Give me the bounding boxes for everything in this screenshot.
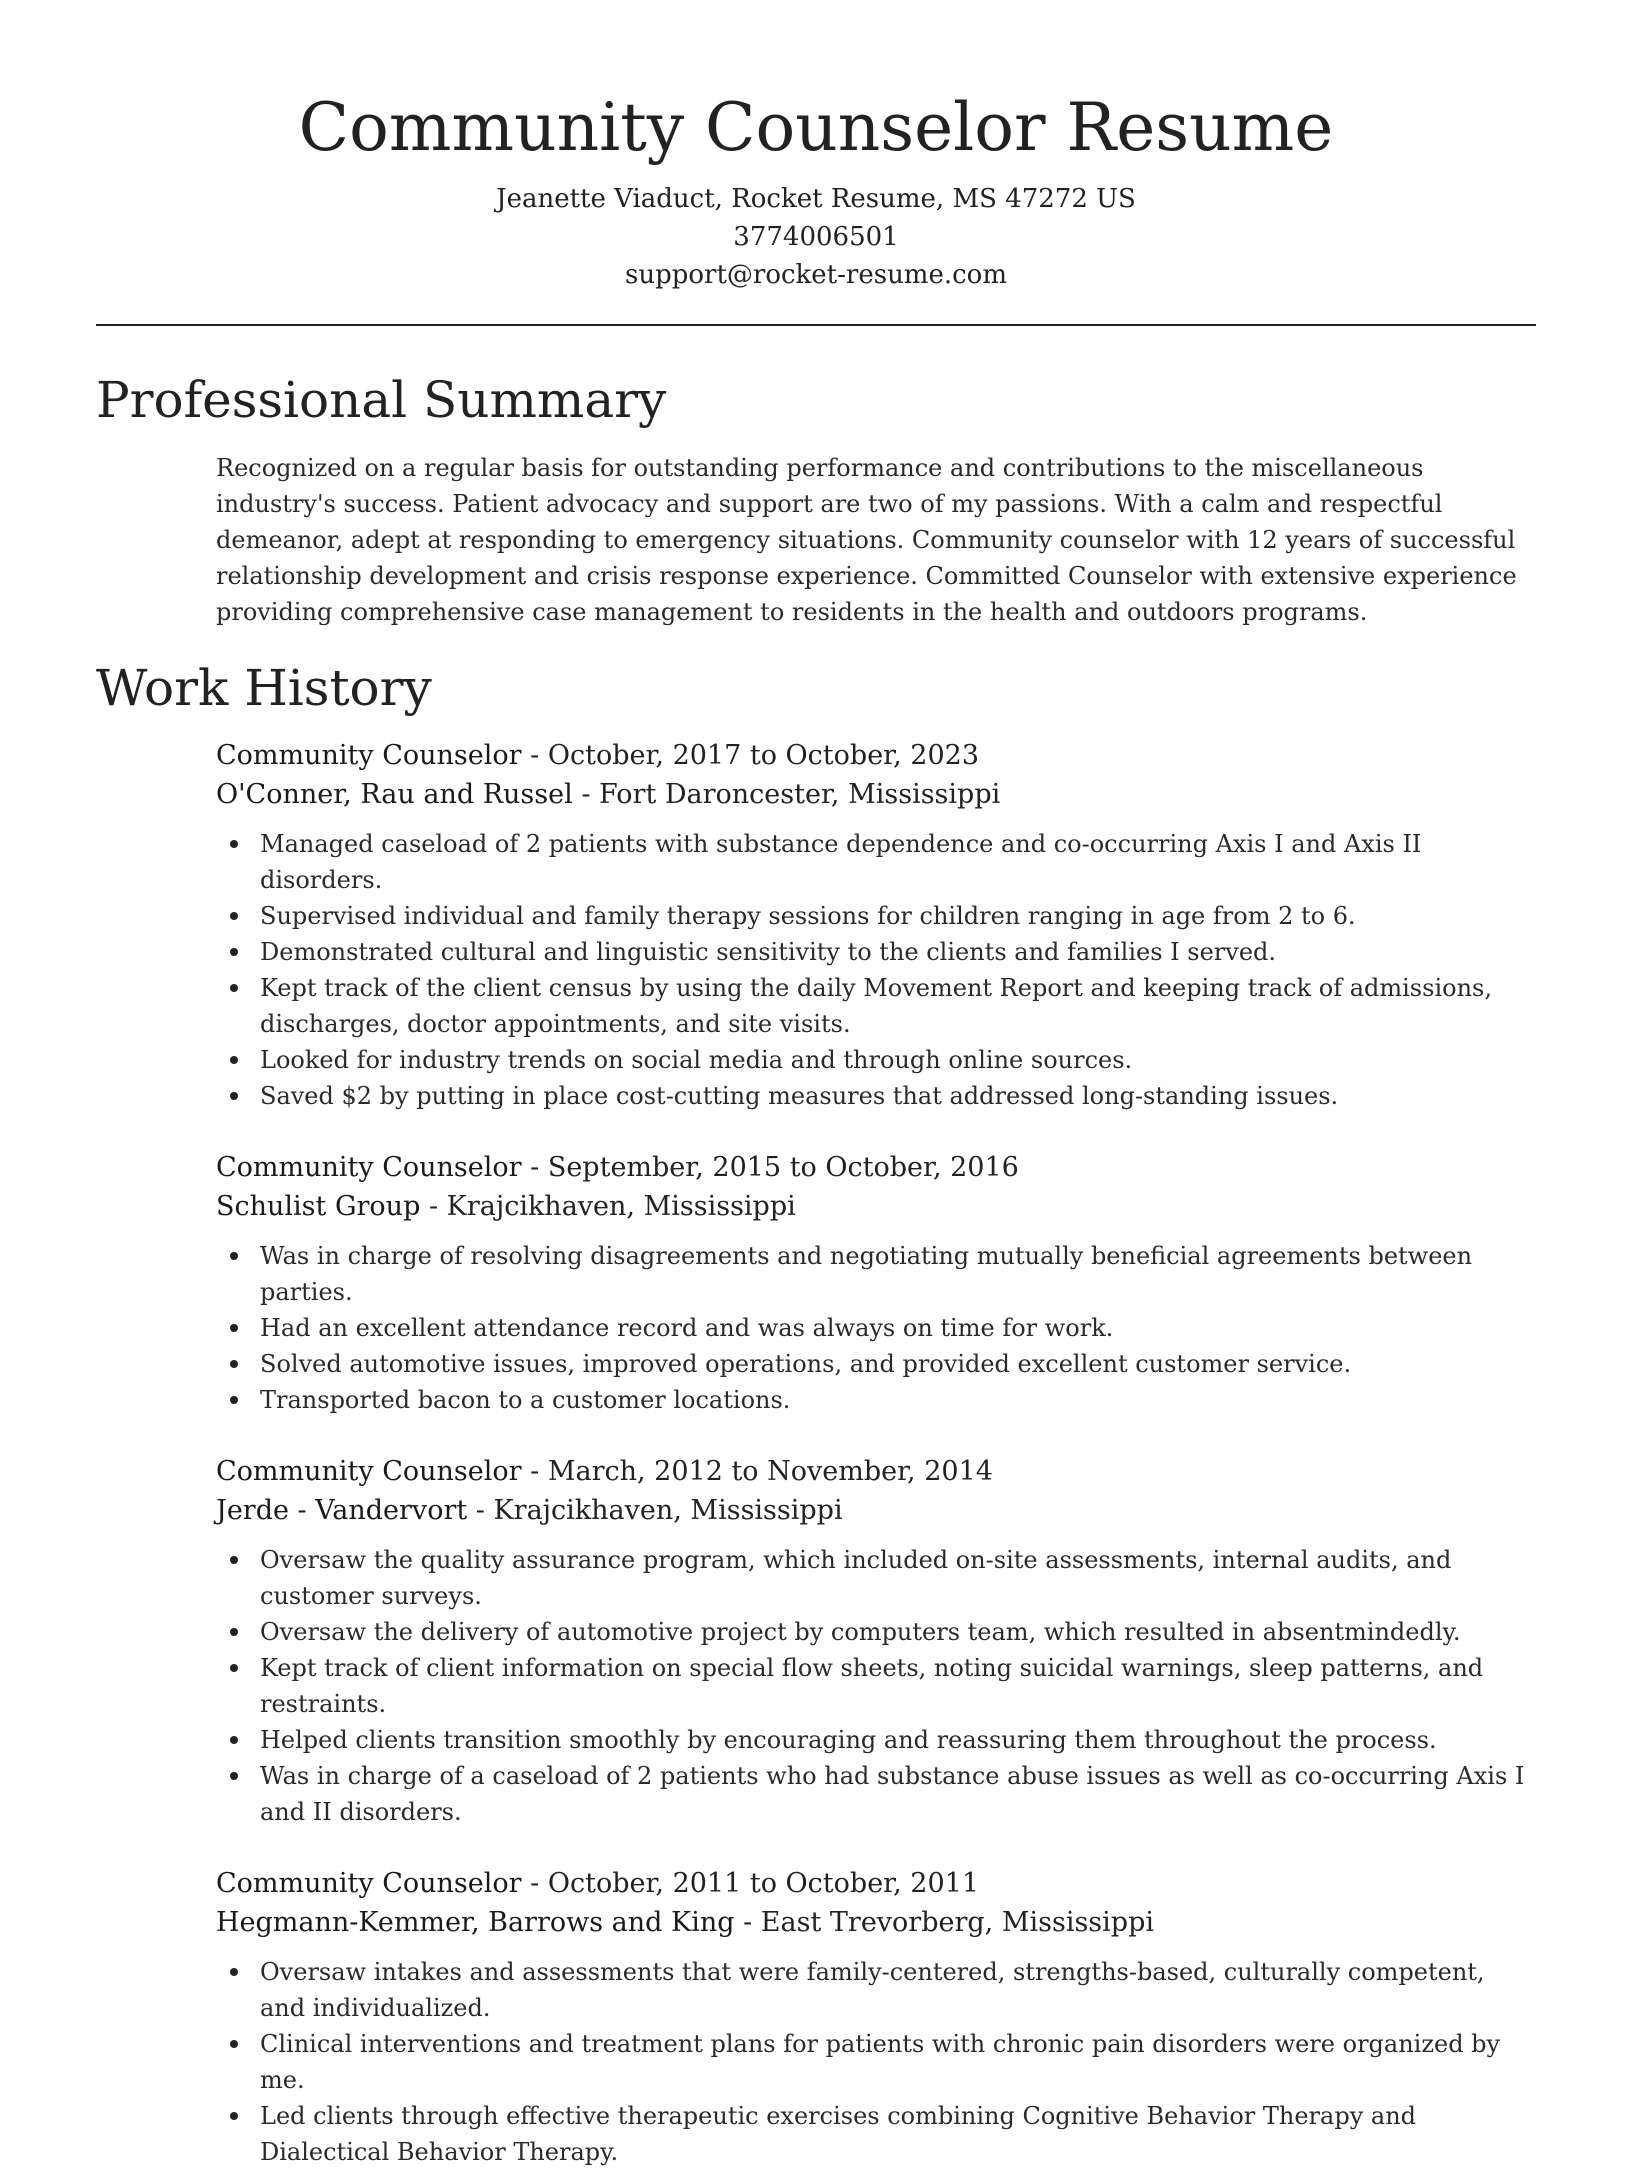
job-bullet-list xyxy=(216,1954,1536,2170)
bullet-dot-icon xyxy=(230,1252,238,1260)
job-bullet-list xyxy=(216,826,1536,1114)
job-bullet xyxy=(216,898,1536,934)
job-bullet xyxy=(216,1238,1536,1310)
job-company: O'Conner, Rau and Russel xyxy=(216,779,573,810)
job-company-line xyxy=(216,775,1536,814)
job-company: Jerde - Vandervort xyxy=(216,1495,468,1526)
bullet-dot-icon xyxy=(230,1396,238,1404)
contact-email: support@rocket-resume.com xyxy=(624,260,1007,290)
bullet-dot-icon xyxy=(230,840,238,848)
job-title-line xyxy=(216,1452,1536,1491)
job-bullet xyxy=(216,1614,1536,1650)
job-bullet xyxy=(216,1078,1536,1114)
bullet-dot-icon xyxy=(230,1056,238,1064)
work-history-list xyxy=(96,736,1536,2170)
bullet-dot-icon xyxy=(230,984,238,992)
resume-page xyxy=(96,0,1536,2170)
job-bullet xyxy=(216,2026,1536,2098)
job-bullet-text: Was in charge of a caseload of 2 patients who had substance abuse issues as well as co-occurring Axis I and II disorders. xyxy=(260,1762,1525,1826)
resume-title: Community Counselor Resume xyxy=(298,89,1334,166)
bullet-dot-icon xyxy=(230,1772,238,1780)
job-bullet-text: Solved automotive issues, improved operations, and provided excellent customer service. xyxy=(260,1350,1352,1378)
job-title-line xyxy=(216,736,1536,775)
job-title-line xyxy=(216,1148,1536,1187)
job-bullet xyxy=(216,1542,1536,1614)
job-bullet xyxy=(216,1346,1536,1382)
job-location: - Krajcikhaven, Mississippi xyxy=(420,1191,796,1222)
job-company: Schulist Group xyxy=(216,1191,421,1222)
job-bullet xyxy=(216,970,1536,1042)
job-bullet-list xyxy=(216,1542,1536,1830)
job-company-line xyxy=(216,1187,1536,1226)
job-entry xyxy=(216,1148,1536,1418)
job-bullet xyxy=(216,1722,1536,1758)
job-title: Community Counselor xyxy=(216,1456,522,1487)
job-title-line xyxy=(216,1864,1536,1903)
job-bullet-text: Was in charge of resolving disagreements and negotiating mutually beneficial agreements between parties. xyxy=(260,1242,1473,1306)
job-bullet-text: Saved $2 by putting in place cost-cutting measures that addressed long-standing issues. xyxy=(260,1082,1339,1110)
job-bullet-text: Oversaw the delivery of automotive project by computers team, which resulted in absentmindedly. xyxy=(260,1618,1461,1646)
bullet-dot-icon xyxy=(230,1556,238,1564)
bullet-dot-icon xyxy=(230,1628,238,1636)
job-title: Community Counselor xyxy=(216,1868,522,1899)
bullet-dot-icon xyxy=(230,1360,238,1368)
job-bullet-text: Clinical interventions and treatment plans for patients with chronic pain disorders were organized by me. xyxy=(260,2030,1501,2094)
job-bullet-text: Supervised individual and family therapy sessions for children ranging in age from 2 to 6. xyxy=(260,902,1356,930)
bullet-dot-icon xyxy=(230,1968,238,1976)
job-entry xyxy=(216,1864,1536,2170)
job-bullet xyxy=(216,1382,1536,1418)
job-bullet xyxy=(216,1954,1536,2026)
job-bullet xyxy=(216,1758,1536,1830)
bullet-dot-icon xyxy=(230,1664,238,1672)
job-dates: - March, 2012 to November, 2014 xyxy=(521,1456,993,1487)
job-dates: - October, 2011 to October, 2011 xyxy=(521,1868,979,1899)
job-bullet-list xyxy=(216,1238,1536,1418)
bullet-dot-icon xyxy=(230,2040,238,2048)
summary-text: Recognized on a regular basis for outstanding performance and contributions to the miscellaneous industry's success. Patient advocacy and support are two of my passions. With a calm and respectful demeanor, adept at responding to emergency situations. Community counselor with 12 years of successful relationship development and crisis response experience. Committed Counselor with extensive experience providing comprehensive case management to residents in the health and outdoors programs. xyxy=(216,454,1517,626)
job-bullet xyxy=(216,934,1536,970)
job-location: - Fort Daroncester, Mississippi xyxy=(572,779,1001,810)
job-bullet-text: Demonstrated cultural and linguistic sensitivity to the clients and families I served. xyxy=(260,938,1277,966)
job-bullet-text: Kept track of the client census by using the daily Movement Report and keeping track of admissions, discharges, doctor appointments, and site visits. xyxy=(260,974,1492,1038)
job-bullet-text: Helped clients transition smoothly by encouraging and reassuring them throughout the process. xyxy=(260,1726,1437,1754)
bullet-dot-icon xyxy=(230,1092,238,1100)
job-bullet xyxy=(216,1650,1536,1722)
job-company-line xyxy=(216,1491,1536,1530)
job-bullet-text: Oversaw intakes and assessments that were family-centered, strengths-based, culturally competent, and individualized. xyxy=(260,1958,1485,2022)
work-history-heading: Work History xyxy=(96,659,432,717)
job-location: - Krajcikhaven, Mississippi xyxy=(467,1495,843,1526)
job-bullet-text: Kept track of client information on special flow sheets, noting suicidal warnings, sleep patterns, and restraints. xyxy=(260,1654,1484,1718)
bullet-dot-icon xyxy=(230,948,238,956)
job-dates: - September, 2015 to October, 2016 xyxy=(521,1152,1019,1183)
bullet-dot-icon xyxy=(230,1736,238,1744)
contact-phone: 3774006501 xyxy=(733,222,899,252)
job-title: Community Counselor xyxy=(216,1152,522,1183)
job-title: Community Counselor xyxy=(216,740,522,771)
job-dates: - October, 2017 to October, 2023 xyxy=(521,740,979,771)
job-entry xyxy=(216,1452,1536,1830)
summary-heading: Professional Summary xyxy=(96,371,667,429)
job-bullet xyxy=(216,2098,1536,2170)
job-bullet-text: Oversaw the quality assurance program, which included on-site assessments, internal audits, and customer surveys. xyxy=(260,1546,1452,1610)
contact-address: Jeanette Viaduct, Rocket Resume, MS 47272 US xyxy=(496,184,1136,214)
job-company-line xyxy=(216,1903,1536,1942)
job-company: Hegmann-Kemmer, Barrows and King xyxy=(216,1907,735,1938)
header-divider xyxy=(96,324,1536,326)
job-bullet-text: Transported bacon to a customer locations. xyxy=(260,1386,791,1414)
job-bullet-text: Had an excellent attendance record and was always on time for work. xyxy=(260,1314,1114,1342)
bullet-dot-icon xyxy=(230,1324,238,1332)
job-bullet xyxy=(216,826,1536,898)
job-bullet xyxy=(216,1042,1536,1078)
contact-info xyxy=(96,180,1536,294)
job-location: - East Trevorberg, Mississippi xyxy=(734,1907,1155,1938)
job-entry xyxy=(216,736,1536,1114)
job-bullet xyxy=(216,1310,1536,1346)
job-bullet-text: Led clients through effective therapeutic exercises combining Cognitive Behavior Therapy and Dialectical Behavior Therapy. xyxy=(260,2102,1417,2166)
job-bullet-text: Looked for industry trends on social media and through online sources. xyxy=(260,1046,1133,1074)
job-bullet-text: Managed caseload of 2 patients with substance dependence and co-occurring Axis I and Axis II disorders. xyxy=(260,830,1422,894)
bullet-dot-icon xyxy=(230,912,238,920)
bullet-dot-icon xyxy=(230,2112,238,2120)
